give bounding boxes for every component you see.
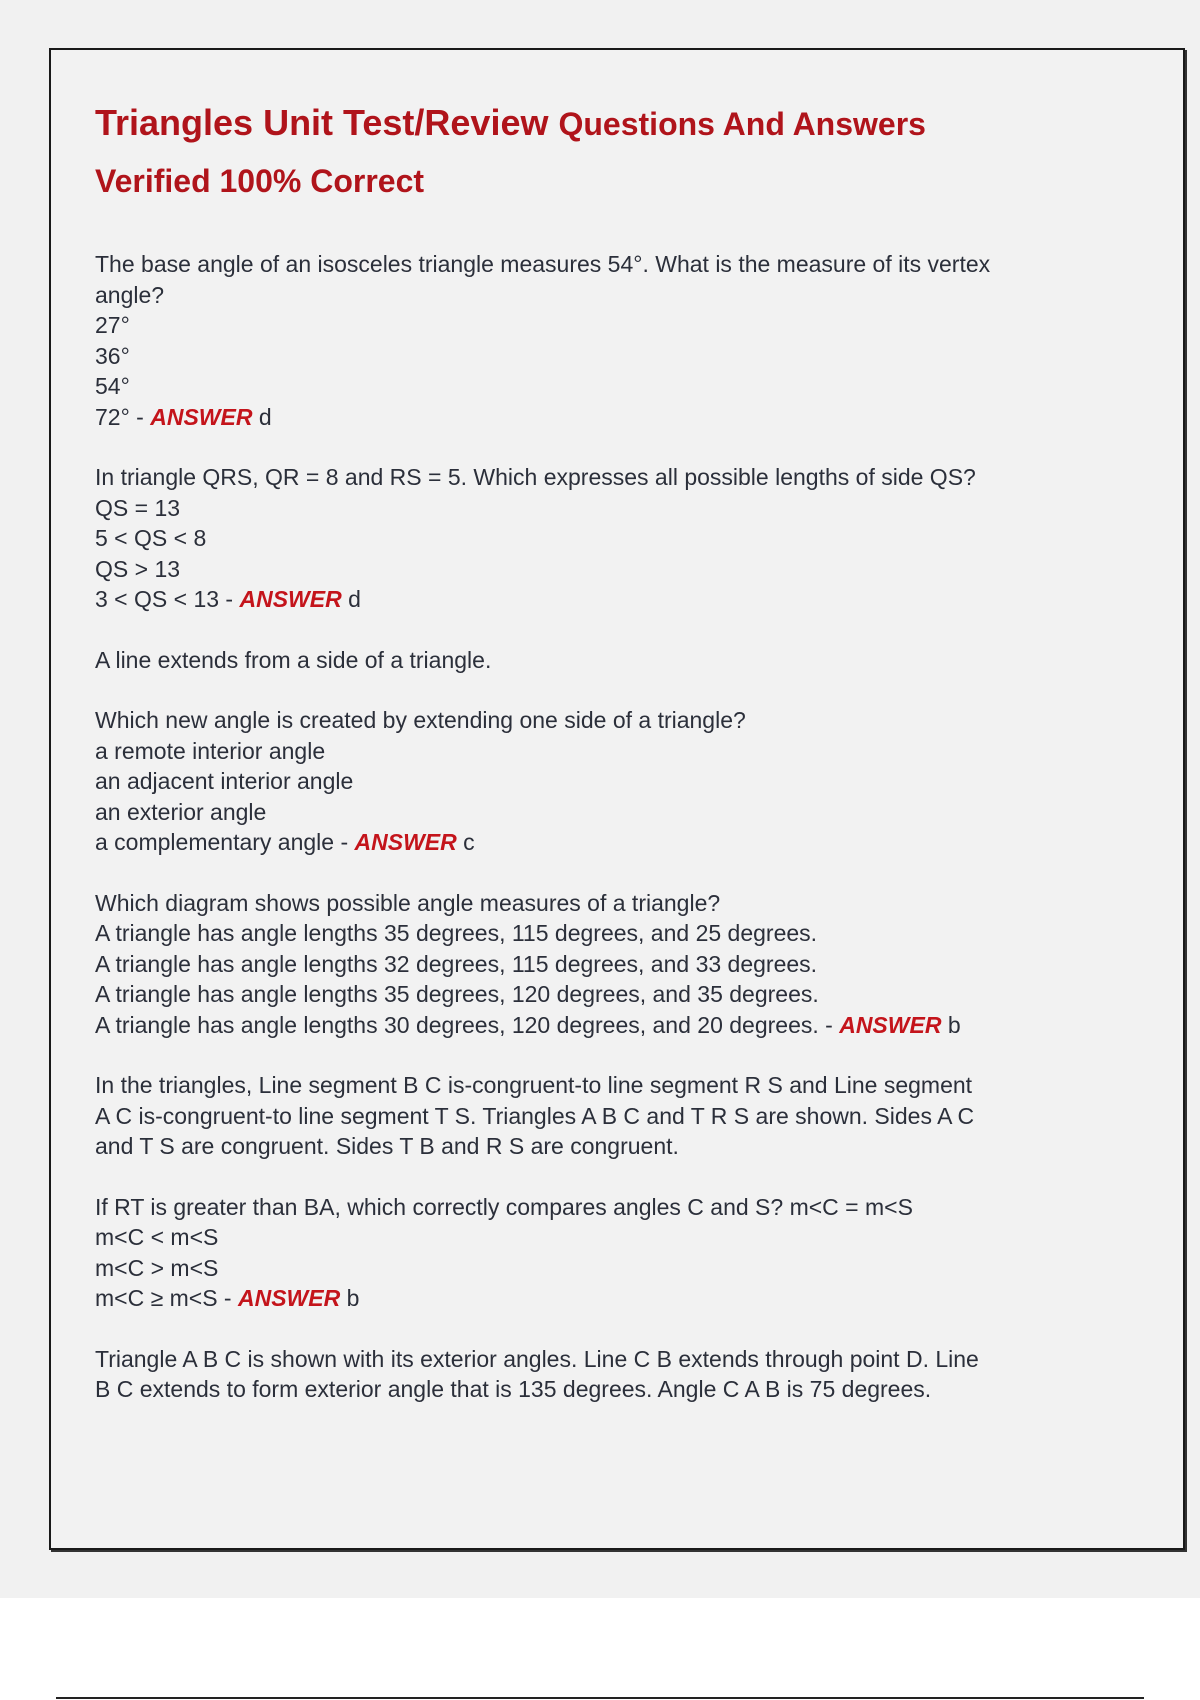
question-line: A C is-congruent-to line segment T S. Triangles A B C and T R S are shown. Sides A C	[95, 1102, 975, 1129]
question-line: QS = 13	[95, 494, 181, 521]
question-text: Which diagram shows possible angle measures of a triangle?	[95, 889, 721, 916]
question-line: angle?	[95, 281, 165, 308]
question-line: m<C < m<S	[95, 1224, 219, 1250]
final-option: m<C ≥ m<S -	[95, 1285, 238, 1311]
answer-line	[95, 1010, 1095, 1041]
answer-label: ANSWER	[237, 1285, 341, 1311]
question-text: The base angle of an isosceles triangle measures 54°. What is the measure of its vertex	[95, 251, 991, 277]
qa-block	[95, 645, 1095, 676]
final-option: a complementary angle -	[95, 829, 355, 855]
question-text: In the triangles, Line segment B C is-congruent-to line segment R S and Line segment	[95, 1072, 973, 1098]
question-line: an exterior angle	[95, 798, 267, 825]
question-text: If RT is greater than BA, which correctly compares angles C and S? m<C = m<S	[95, 1193, 913, 1220]
qa-block	[95, 705, 1095, 858]
qa-block	[95, 249, 1095, 432]
answer-label: ANSWER	[839, 1011, 942, 1038]
answer-line	[95, 584, 1095, 615]
answer-line	[95, 1283, 1095, 1314]
question-line: 27°	[95, 312, 130, 338]
answer-label: ANSWER	[354, 829, 457, 855]
question-text: Which new angle is created by extending one side of a triangle?	[95, 707, 746, 733]
answer-value: d	[348, 586, 361, 612]
qa-block	[95, 888, 1095, 1041]
question-line: a remote interior angle	[95, 737, 326, 764]
final-option: 72° -	[95, 403, 151, 430]
answer-value: b	[947, 1011, 961, 1038]
qa-block	[95, 1192, 1095, 1314]
question-line: QS > 13	[95, 555, 181, 582]
final-option: A triangle has angle lengths 30 degrees, 120 degrees, and 20 degrees. -	[95, 1011, 840, 1038]
title-part-3: Verified 100% Correct	[95, 163, 425, 199]
title-part-2: Questions And Answers	[558, 106, 926, 142]
answer-line	[95, 402, 1095, 433]
answer-label: ANSWER	[239, 586, 342, 612]
qa-block	[95, 1070, 1095, 1162]
qa-block	[95, 462, 1095, 615]
qa-block	[95, 1344, 1095, 1405]
document-content	[95, 95, 1095, 1435]
answer-value: d	[258, 403, 272, 430]
answer-value: c	[463, 829, 475, 855]
question-line: an adjacent interior angle	[95, 768, 354, 794]
footer-divider	[56, 1697, 1144, 1699]
question-line: 36°	[95, 342, 130, 369]
question-line: B C extends to form exterior angle that is 135 degrees. Angle C A B is 75 degrees.	[95, 1376, 932, 1402]
answer-label: ANSWER	[150, 403, 253, 430]
question-text: A line extends from a side of a triangle.	[95, 646, 492, 673]
final-option: 3 < QS < 13 -	[95, 586, 240, 612]
answer-line	[95, 827, 1095, 858]
question-text: Triangle A B C is shown with its exterior angles. Line C B extends through point D. Line	[95, 1345, 979, 1372]
question-line: A triangle has angle lengths 35 degrees, 120 degrees, and 35 degrees.	[95, 981, 819, 1007]
question-line: 54°	[95, 373, 130, 399]
qa-list	[95, 249, 1095, 1405]
answer-value: b	[346, 1285, 360, 1311]
question-text: In triangle QRS, QR = 8 and RS = 5. Which expresses all possible lengths of side QS?	[95, 464, 976, 490]
question-line: A triangle has angle lengths 35 degrees, 115 degrees, and 25 degrees.	[95, 920, 818, 946]
question-line: and T S are congruent. Sides T B and R S are congruent.	[95, 1133, 679, 1159]
question-line: m<C > m<S	[95, 1254, 219, 1281]
question-line: 5 < QS < 8	[95, 525, 207, 551]
title-part-1: Triangles Unit Test/Review	[95, 102, 549, 143]
question-line: A triangle has angle lengths 32 degrees, 115 degrees, and 33 degrees.	[95, 950, 818, 977]
document-title	[95, 95, 1095, 209]
